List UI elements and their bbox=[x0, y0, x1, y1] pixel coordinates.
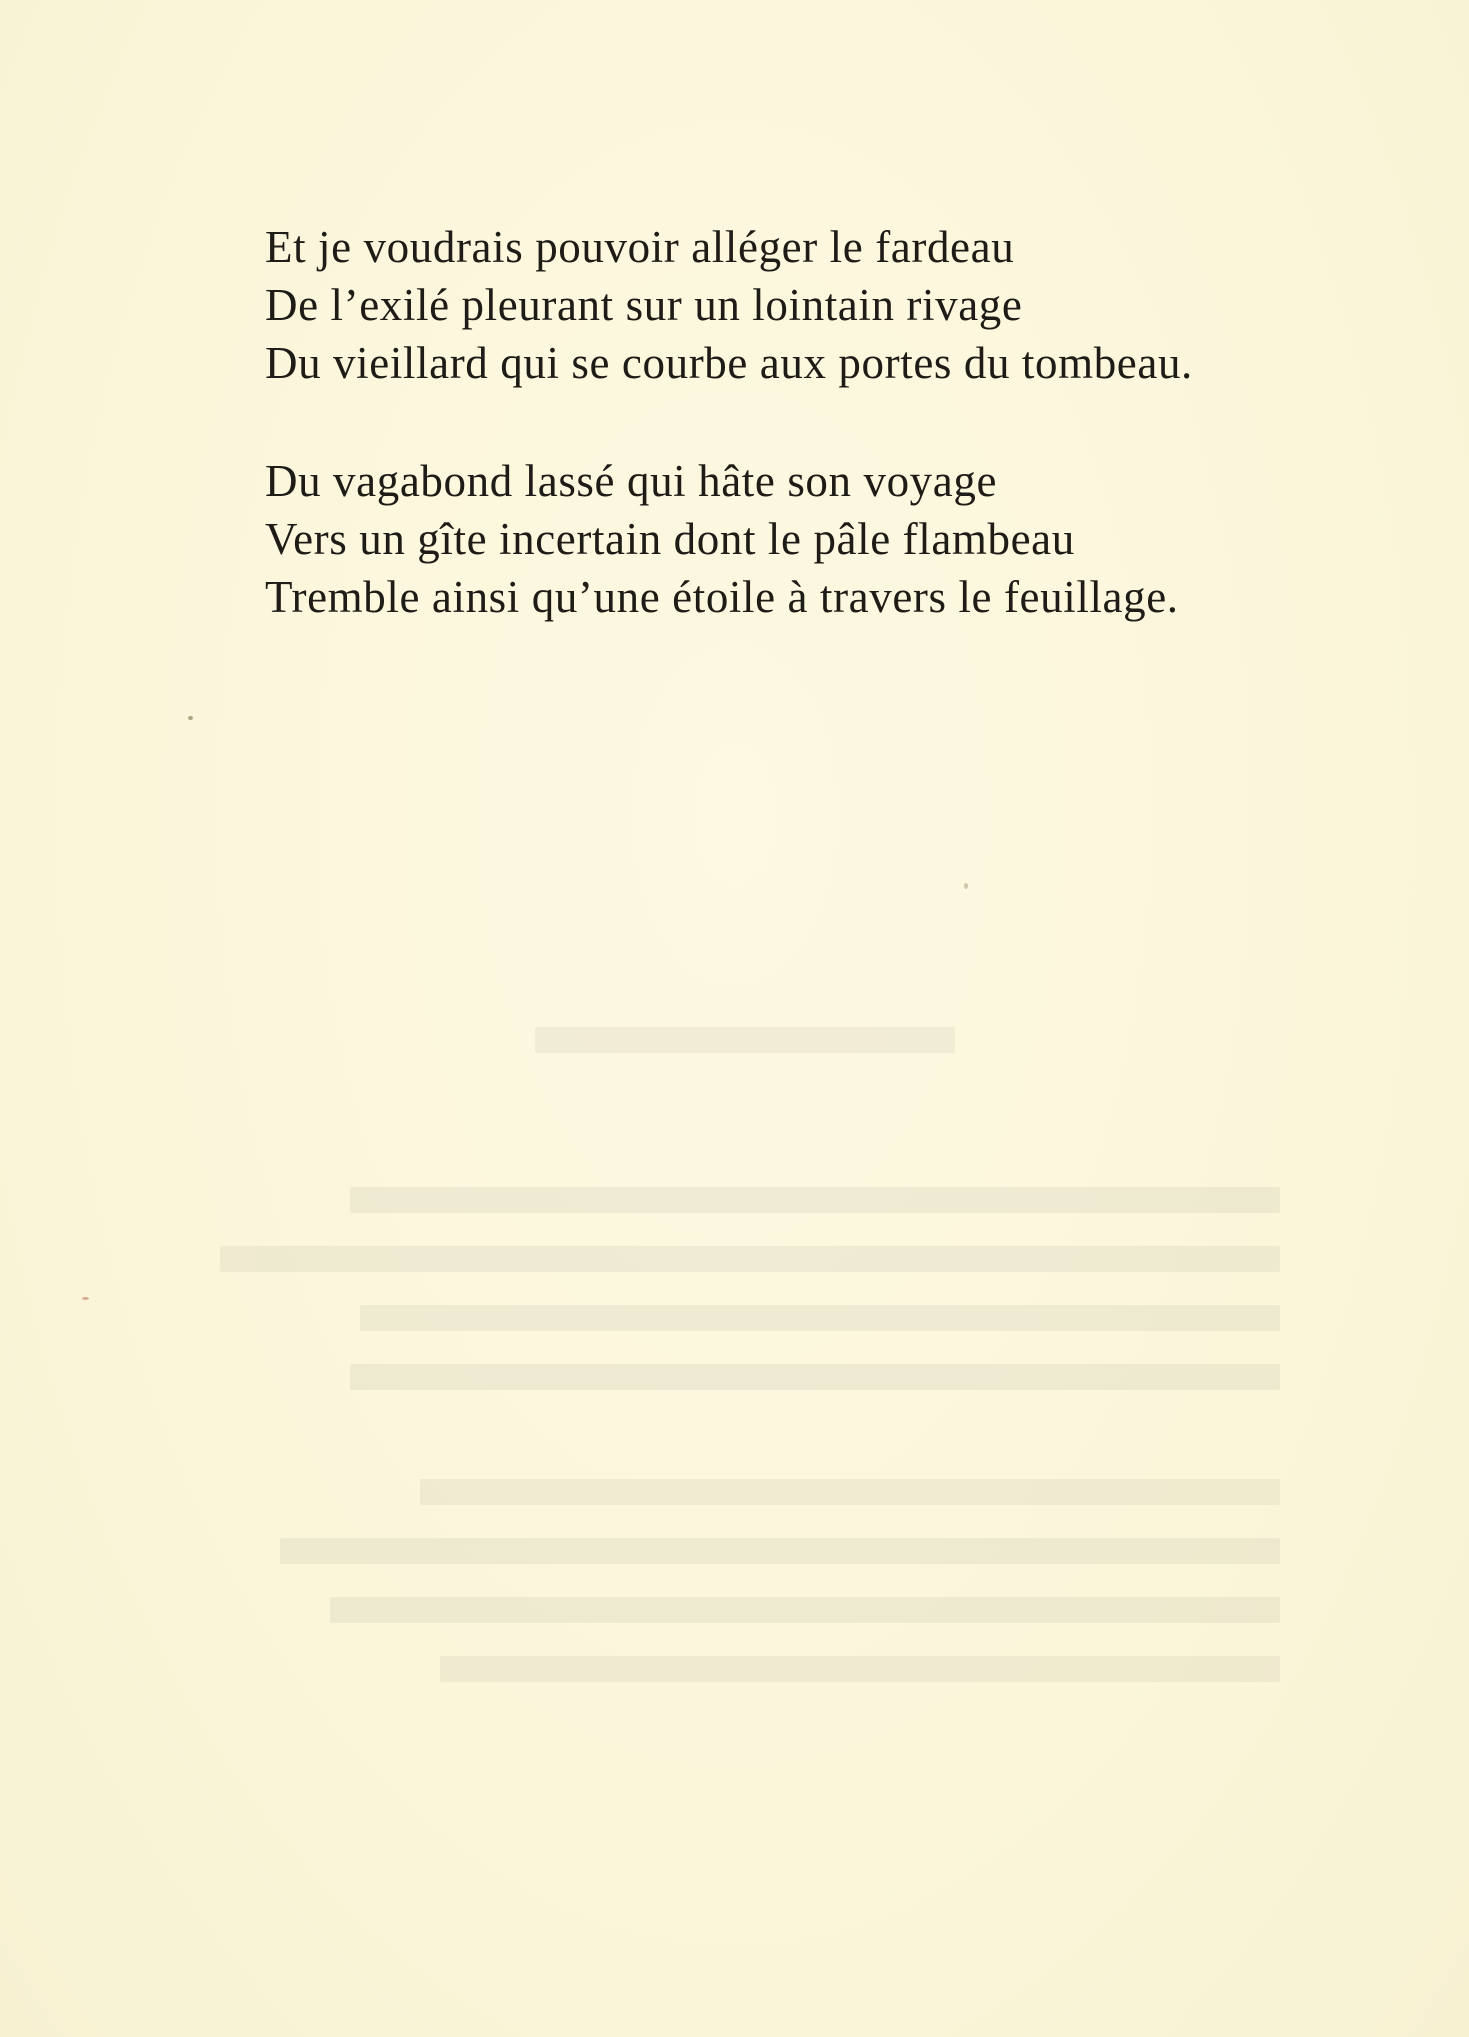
verse-line: Du vagabond lassé qui hâte son voyage bbox=[265, 456, 998, 506]
verse-line: Et je voudrais pouvoir alléger le fardeau bbox=[265, 222, 1015, 272]
verse-line: Vers un gîte incertain dont le pâle flambeau bbox=[265, 514, 1075, 564]
stanza-1 bbox=[265, 218, 1415, 392]
paper-speck bbox=[188, 716, 193, 720]
verse-line: De l’exilé pleurant sur un lointain rivage bbox=[265, 280, 1023, 330]
paper-speck bbox=[82, 1297, 89, 1300]
verse-line: Du vieillard qui se courbe aux portes du tombeau. bbox=[265, 338, 1193, 388]
show-through-reverse-page bbox=[210, 1010, 1280, 1697]
paper-speck bbox=[964, 883, 968, 889]
verse-line: Tremble ainsi qu’une étoile à travers le feuillage. bbox=[265, 572, 1179, 622]
stanza-2 bbox=[265, 452, 1415, 626]
ghost-heading bbox=[210, 1010, 1280, 1069]
